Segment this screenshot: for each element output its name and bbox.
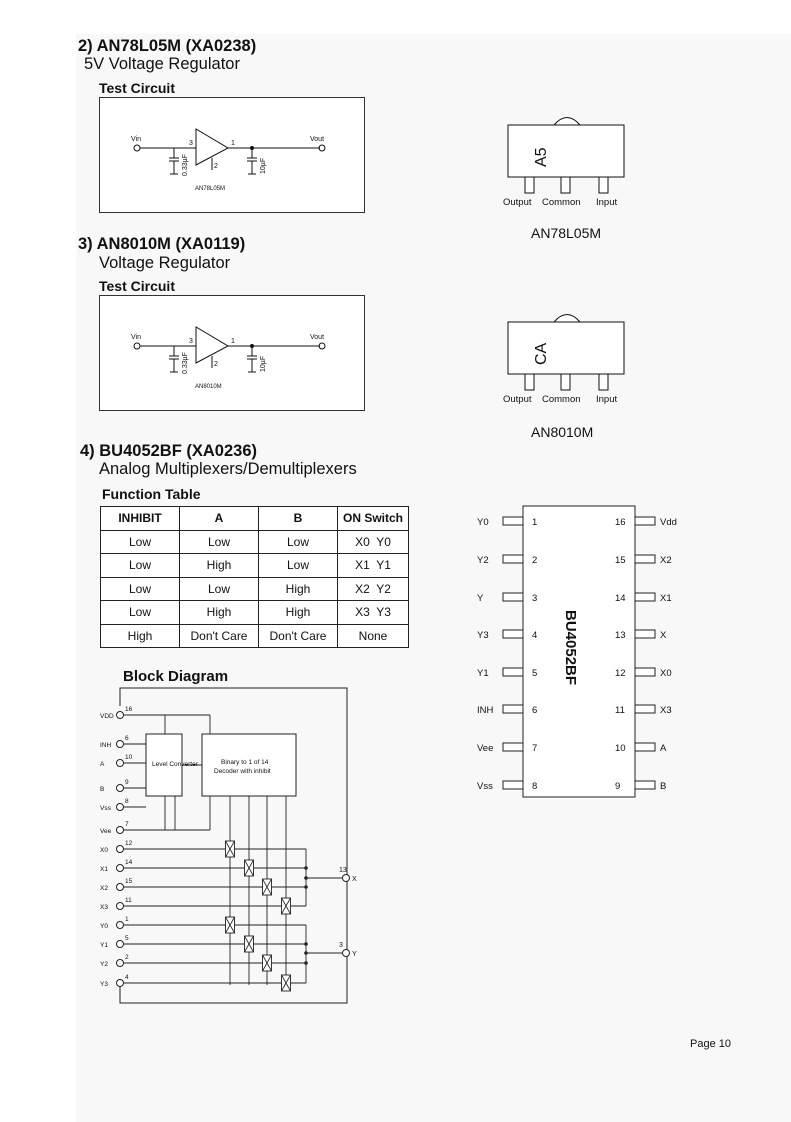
page-number: Page 10 [690, 1038, 731, 1050]
test-circuit-1-schematic [100, 98, 364, 212]
ic-pin-label: Vdd [660, 517, 677, 528]
ic-pin-label: X1 [660, 593, 672, 604]
pin-num: 5 [125, 935, 129, 942]
pin-name: Vee [100, 828, 112, 835]
pin-name: X3 [100, 904, 108, 911]
decoder-label-2: Decoder with inhibit [214, 768, 271, 775]
svg-text:CA: CA [533, 342, 550, 365]
pin-inh [117, 741, 124, 748]
switch-y2 [263, 955, 272, 971]
decoder-label-1: Binary to 1 of 14 [221, 759, 269, 766]
svg-text:0.33µF: 0.33µF [182, 352, 189, 374]
pin-num: 6 [125, 735, 129, 742]
svg-text:3: 3 [339, 942, 343, 949]
svg-text:Output: Output [503, 197, 532, 208]
section-4-heading: 4) BU4052BF (XA0236) [80, 442, 257, 460]
pin-vee [117, 827, 124, 834]
pin-num: 9 [125, 779, 129, 786]
pin-x3 [117, 903, 124, 910]
ic-pin-number: 15 [615, 555, 626, 566]
out-y-label: Y [352, 951, 357, 958]
ic-pin-right [615, 705, 672, 716]
package-caption-2: AN8010M [531, 424, 594, 440]
ic-pin-label: Y1 [477, 668, 489, 679]
pin-name: Vss [100, 805, 111, 812]
vin-label: Vin [131, 136, 141, 143]
ic-pin-right [615, 517, 677, 528]
test-circuit-1 [99, 97, 365, 213]
pin-name: Y2 [100, 961, 108, 968]
ic-pin-label: Y0 [477, 517, 489, 528]
switch-x0 [226, 841, 235, 857]
pin-y0 [117, 922, 124, 929]
ic-pin-number: 7 [532, 743, 538, 754]
pin-num: 10 [125, 754, 133, 761]
ic-pin-number: 10 [615, 743, 626, 754]
section-3-heading: 3) AN8010M (XA0119) [78, 235, 246, 253]
pin-num: 14 [125, 859, 133, 866]
ic-pin-number: 5 [532, 668, 538, 679]
ic-pin-label: X0 [660, 668, 672, 679]
svg-text:Common: Common [542, 197, 581, 208]
pin-num: 15 [125, 878, 133, 885]
ic-pin-right [615, 743, 667, 754]
col-a: A [180, 507, 259, 531]
pin-name: INH [100, 742, 112, 749]
pin-num: 2 [125, 954, 129, 961]
pin-num: 8 [125, 798, 129, 805]
package-an8010m [498, 307, 638, 407]
pin-vss [117, 804, 124, 811]
pin-y2 [117, 960, 124, 967]
ic-pin-label: X [660, 630, 667, 641]
block-diagram-title: Block Diagram [123, 668, 229, 685]
package-marking: A5 [533, 147, 550, 167]
ic-pin-number: 4 [532, 630, 538, 641]
test-circuit-2-schematic [100, 296, 364, 410]
pin-x1 [117, 865, 124, 872]
table-row: Low Low Low X0 Y0 [101, 530, 409, 554]
out-x-label: X [352, 876, 357, 883]
switch-y0 [226, 917, 235, 933]
function-table [100, 506, 409, 648]
pin-name: X2 [100, 885, 108, 892]
ic-pin-label: Y3 [477, 630, 489, 641]
ic-pin-number: 2 [532, 555, 538, 566]
svg-text:2: 2 [214, 163, 218, 170]
ic-pin-number: 16 [615, 517, 626, 528]
svg-text:3: 3 [189, 338, 193, 345]
pin-name: Y1 [100, 942, 108, 949]
pin-name: A [100, 761, 105, 768]
svg-text:AN8010M: AN8010M [195, 384, 222, 390]
ic-pin-number: 1 [532, 517, 538, 528]
section-3-circuit-label: Test Circuit [99, 278, 175, 294]
svg-text:3: 3 [189, 140, 193, 147]
ic-pin-label: Vee [477, 743, 494, 754]
package-caption-1: AN78L05M [531, 225, 602, 241]
level-converter-label: Level Converter [152, 761, 198, 768]
switch-x2 [263, 879, 272, 895]
ic-pin-right [615, 668, 672, 679]
switch-x1 [245, 860, 254, 876]
ic-pin-number: 12 [615, 668, 626, 679]
ic-pin-label: X2 [660, 555, 672, 566]
ic-pin-label: X3 [660, 705, 672, 716]
svg-text:Output: Output [503, 394, 532, 405]
svg-text:1: 1 [231, 140, 235, 147]
ic-pin-label: Y [477, 593, 484, 604]
circuit-part-label: AN78L05M [195, 186, 226, 192]
ic-pin-label: Y2 [477, 555, 489, 566]
pin-num: 4 [125, 974, 129, 981]
pin-name: X1 [100, 866, 108, 873]
table-row: Low High High X3 Y3 [101, 601, 409, 625]
ic-name: BU4052BF [562, 610, 579, 686]
pin-name: X0 [100, 847, 108, 854]
col-b: B [259, 507, 338, 531]
cap-out-label: 10µF [260, 157, 267, 174]
svg-text:Input: Input [596, 394, 618, 405]
pin-y3 [117, 980, 124, 987]
svg-text:Vout: Vout [310, 334, 325, 341]
table-row: High Don't Care Don't Care None [101, 624, 409, 648]
switch-y1 [245, 936, 254, 952]
section-2-subtitle: 5V Voltage Regulator [84, 55, 240, 73]
ic-pin-label: INH [477, 705, 494, 716]
table-row: Low High Low X1 Y1 [101, 554, 409, 578]
package-an78l05m [498, 110, 638, 210]
svg-text:1: 1 [231, 338, 235, 345]
svg-text:Vin: Vin [131, 334, 141, 341]
svg-text:13: 13 [339, 867, 347, 874]
switch-x3 [282, 898, 291, 914]
ic-pin-label: A [660, 743, 667, 754]
ic-pin-number: 3 [532, 593, 538, 604]
pin-a [117, 760, 124, 767]
block-diagram [96, 686, 376, 1006]
pin-y1 [117, 941, 124, 948]
pin-num: 11 [125, 897, 132, 904]
ic-pin-number: 11 [615, 705, 625, 716]
pin-num: 12 [125, 840, 133, 847]
svg-text:10µF: 10µF [260, 355, 267, 372]
ic-pinout-bu4052bf [470, 500, 700, 810]
pin-num: 16 [125, 706, 133, 713]
pin-name: Y3 [100, 981, 108, 988]
ic-pin-number: 9 [615, 781, 621, 792]
ic-pin-number: 14 [615, 593, 626, 604]
ic-pin-number: 8 [532, 781, 538, 792]
svg-text:Input: Input [596, 197, 618, 208]
pin-name: B [100, 786, 105, 793]
ic-pin-number: 6 [532, 705, 538, 716]
table-row: Low Low High X2 Y2 [101, 577, 409, 601]
pin-b [117, 785, 124, 792]
section-3-subtitle: Voltage Regulator [99, 254, 231, 272]
ic-pin-right [615, 630, 667, 641]
pin-name: Y0 [100, 923, 108, 930]
ic-pin-label: B [660, 781, 667, 792]
vout-label: Vout [310, 136, 325, 143]
cap-in-label: 0.33µF [182, 154, 189, 176]
section-2-circuit-label: Test Circuit [99, 80, 175, 96]
ic-pin-right [615, 555, 672, 566]
section-2-heading: 2) AN78L05M (XA0238) [78, 37, 257, 55]
ic-pin-label: Vss [477, 781, 493, 792]
ic-pin-right [615, 593, 672, 604]
col-on-switch: ON Switch [338, 507, 409, 531]
switch-y3 [282, 975, 291, 991]
pin-name: VDD [100, 713, 114, 720]
svg-text:2: 2 [214, 361, 218, 368]
function-table-title: Function Table [102, 486, 201, 502]
pin-x2 [117, 884, 124, 891]
col-inhibit: INHIBIT [101, 507, 180, 531]
pin-vdd [117, 712, 124, 719]
ic-pin-number: 13 [615, 630, 626, 641]
pin-x0 [117, 846, 124, 853]
section-4-subtitle: Analog Multiplexers/Demultiplexers [99, 460, 357, 478]
test-circuit-2 [99, 295, 365, 411]
pin-num: 7 [125, 821, 129, 828]
pin-num: 1 [125, 916, 129, 923]
svg-text:Common: Common [542, 394, 581, 405]
